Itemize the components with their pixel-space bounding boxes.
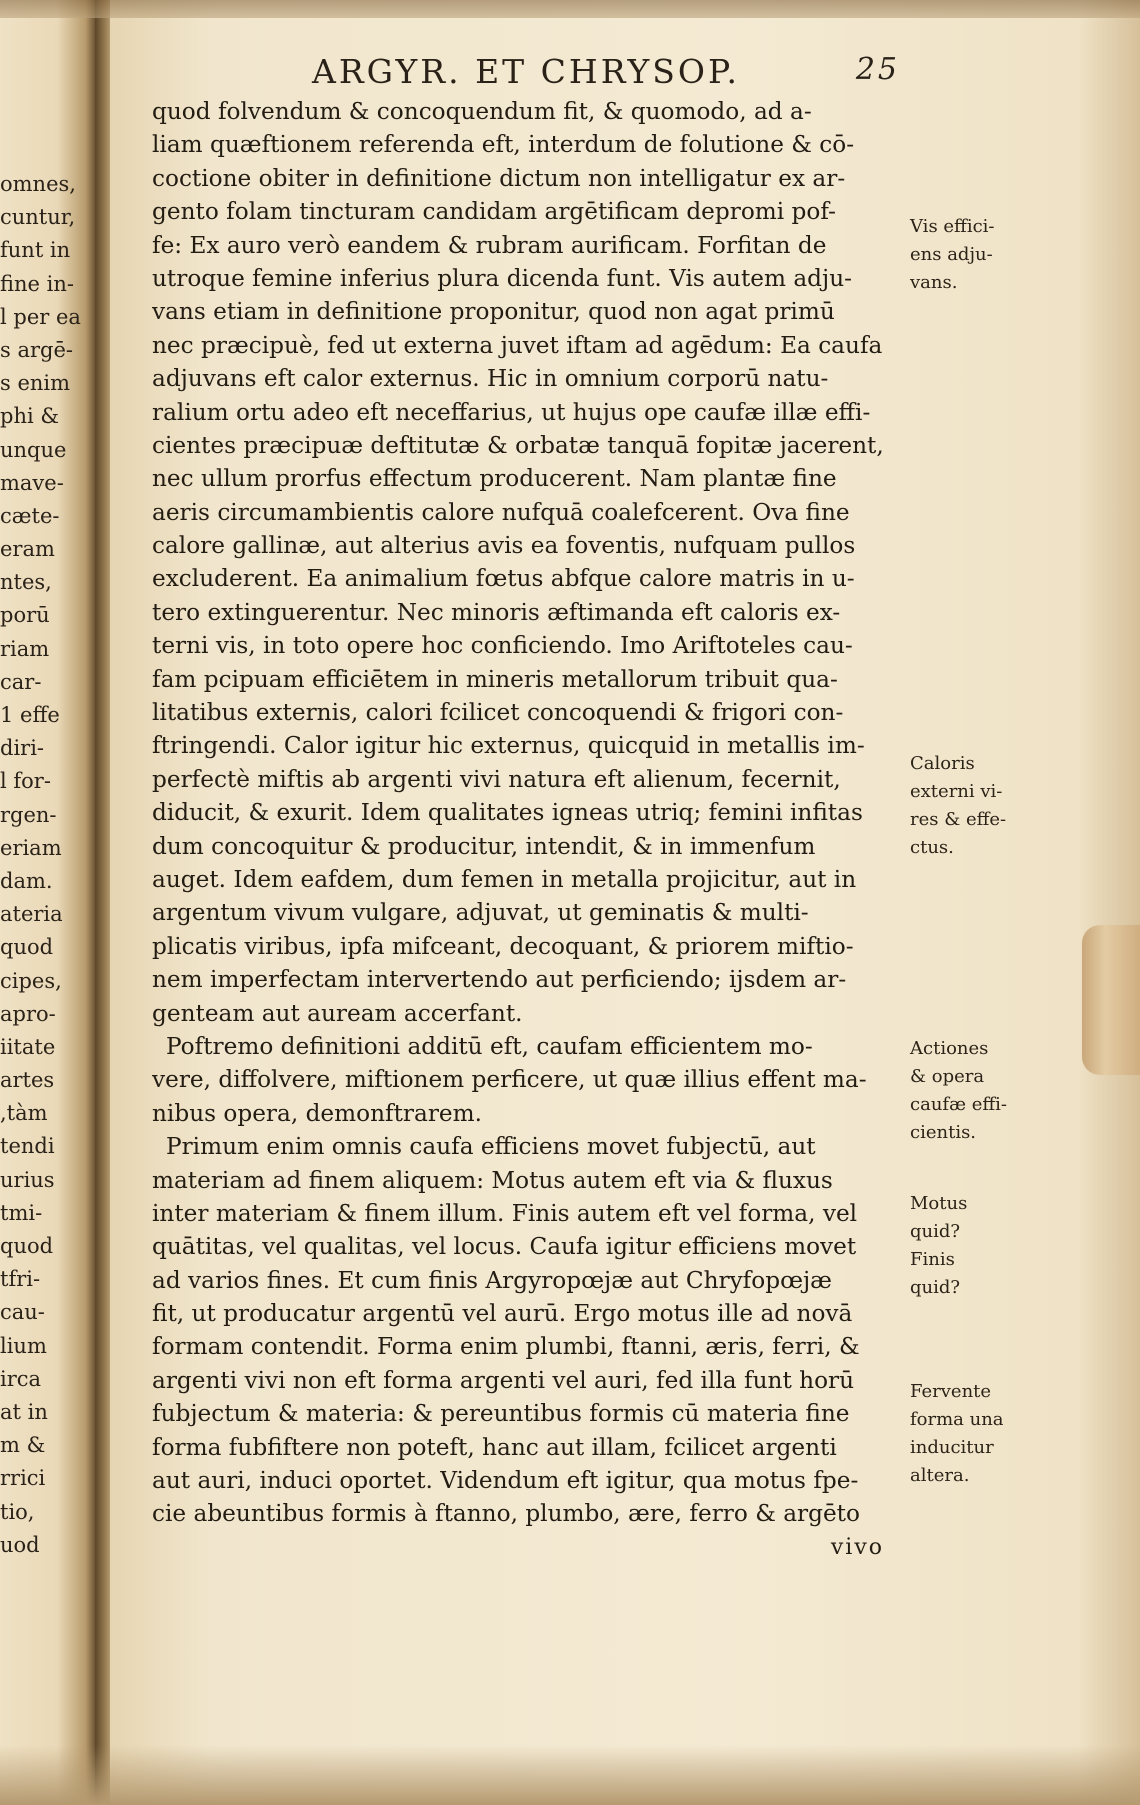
body-line: Poftremo definitioni additū eft, caufam efficientem mo- <box>166 1032 813 1060</box>
body-line: formam contendit. Forma enim plumbi, ftanni, æris, ferri, & <box>152 1333 860 1361</box>
margin-note-line: quid? <box>910 1221 961 1242</box>
body-line: vans etiam in definitione proponitur, quod non agat primū <box>152 298 835 326</box>
body-line: vere, diffolvere, miftionem perficere, ut quæ illius effent ma- <box>152 1066 867 1094</box>
margin-note-line: inducitur <box>910 1437 994 1458</box>
page-number: 25 <box>855 52 900 87</box>
body-line: nem imperfectam intervertendo aut perficiendo; ijsdem ar- <box>152 966 847 994</box>
body-line: adjuvans eft calor externus. Hic in omnium corporū natu- <box>152 365 829 393</box>
left-fragment-line: cæte- <box>0 503 60 528</box>
left-fragment-line: tendi <box>0 1134 55 1159</box>
margin-note-line: res & effe- <box>910 809 1007 830</box>
left-fragment-line: cau- <box>0 1300 45 1325</box>
left-fragment-line: s enim <box>0 371 71 396</box>
margin-note-actiones <box>910 1035 1020 1147</box>
margin-note-line: externi vi- <box>910 781 1003 802</box>
left-fragment-line: cuntur, <box>0 205 76 230</box>
left-fragment-line: riam <box>0 636 50 661</box>
left-fragment-line: diri- <box>0 736 45 761</box>
left-fragment-line: iitate <box>0 1034 56 1059</box>
body-line: cientes præcipuæ deftitutæ & orbatæ tanquā fopitæ jacerent, <box>152 431 884 459</box>
margin-note-vis-efficiens <box>910 213 1020 297</box>
left-fragment-line: l for- <box>0 769 51 794</box>
left-fragment-line: at in <box>0 1399 48 1424</box>
margin-note-caloris <box>910 750 1020 862</box>
margin-note-line: Fervente <box>910 1381 992 1402</box>
body-line: excluderent. Ea animalium fœtus abfque calore matris in u- <box>152 565 855 593</box>
margin-note-line: Actiones <box>910 1038 989 1059</box>
left-fragment-line: irca <box>0 1366 42 1391</box>
margin-note-line: caufæ effi- <box>910 1094 1007 1115</box>
body-line: nibus opera, demonftrarem. <box>152 1099 482 1127</box>
left-fragment-line: eram <box>0 537 55 562</box>
left-fragment-line: tfri- <box>0 1267 41 1292</box>
margin-note-line: altera. <box>910 1465 970 1486</box>
body-line: dum concoquitur & producitur, intendit, & in immenfum <box>152 832 816 860</box>
left-fragment-line: urius <box>0 1167 55 1192</box>
left-fragment-line: ,tàm <box>0 1101 48 1126</box>
left-fragment-line: artes <box>0 1068 55 1093</box>
body-line: inter materiam & finem illum. Finis autem eft vel forma, vel <box>152 1199 858 1227</box>
left-fragment-line: l per ea <box>0 304 81 329</box>
left-fragment-line: quod <box>0 935 54 960</box>
left-fragment-line: apro- <box>0 1001 56 1026</box>
margin-note-motus <box>910 1190 1020 1302</box>
body-line: calore gallinæ, aut alterius avis ea foventis, nufquam pullos <box>152 532 856 560</box>
body-line: aut auri, induci oportet. Videndum eft igitur, qua motus fpe- <box>152 1467 859 1495</box>
left-fragment-line: funt in <box>0 238 71 263</box>
body-line: litatibus externis, calori fcilicet concoquendi & frigori con- <box>152 699 844 727</box>
left-fragment-line: unque <box>0 437 67 462</box>
left-page-text <box>0 168 92 1562</box>
body-text <box>152 95 902 1564</box>
left-fragment-line: ateria <box>0 902 63 927</box>
body-line: aeris circumambientis calore nufquā coalefcerent. Ova fine <box>152 498 850 526</box>
paper-tab <box>1082 925 1140 1075</box>
left-fragment-line: porū <box>0 603 50 628</box>
margin-note-line: vans. <box>910 272 958 293</box>
body-line: diducit, & exurit. Idem qualitates igneas utriq; femini infitas <box>152 799 863 827</box>
body-line: materiam ad finem aliquem: Motus autem eft via & fluxus <box>152 1166 833 1194</box>
body-line: fit, ut producatur argentū vel aurū. Ergo motus ille ad novā <box>152 1300 853 1328</box>
body-line: genteam aut auream accerfant. <box>152 999 523 1027</box>
left-fragment-line: tmi- <box>0 1200 43 1225</box>
body-line: ftringendi. Calor igitur hic externus, quicquid in metallis im- <box>152 732 865 760</box>
body-line: perfectè miftis ab argenti vivi natura eft alienum, fecernit, <box>152 765 841 793</box>
top-edge <box>0 0 1140 18</box>
body-line: ralium ortu adeo eft neceffarius, ut hujus ope caufæ illæ effi- <box>152 398 871 426</box>
margin-note-line: forma una <box>910 1409 1004 1430</box>
left-fragment-line: phi & <box>0 404 60 429</box>
body-line: nec præcipuè, fed ut externa juvet iftam ad agēdum: Ea caufa <box>152 331 883 359</box>
body-line: ad varios fines. Et cum finis Argyropœjæ aut Chryfopœjæ <box>152 1266 832 1294</box>
margin-note-line: Motus <box>910 1193 968 1214</box>
body-line: quātitas, vel qualitas, vel locus. Caufa igitur efficiens movet <box>152 1233 857 1261</box>
left-fragment-line: lium <box>0 1333 47 1358</box>
running-title: ARGYR. ET CHRYSOP. <box>312 52 740 91</box>
body-line: cie abeuntibus formis à ftanno, plumbo, ære, ferro & argēto <box>152 1500 860 1528</box>
body-line: argentum vivum vulgare, adjuvat, ut geminatis & multi- <box>152 899 809 927</box>
margin-note-line: cientis. <box>910 1122 977 1143</box>
body-line: fubjectum & materia: & pereuntibus formis cū materia fine <box>152 1400 850 1428</box>
left-fragment-line: rgen- <box>0 802 57 827</box>
body-line: argenti vivi non eft forma argenti vel auri, fed illa funt horū <box>152 1366 855 1394</box>
body-line: tero extinguerentur. Nec minoris æftimanda eft caloris ex- <box>152 598 841 626</box>
margin-note-line: Finis <box>910 1249 955 1270</box>
left-fragment-line: fine in- <box>0 271 74 296</box>
body-line: plicatis viribus, ipfa mifceant, decoquant, & priorem miftio- <box>152 932 854 960</box>
body-line: quod folvendum & concoquendum fit, & quomodo, ad a- <box>152 98 812 125</box>
body-line: Primum enim omnis caufa efficiens movet fubjectū, aut <box>166 1133 816 1161</box>
margin-note-line: & opera <box>910 1066 985 1087</box>
body-line: gento folam tincturam candidam argētificam depromi pof- <box>152 198 836 226</box>
left-fragment-line: uod <box>0 1532 40 1557</box>
left-fragment-line: cipes, <box>0 968 62 993</box>
body-line: nec ullum prorfus effectum producerent. Nam plantæ fine <box>152 465 837 493</box>
catchword: vivo <box>830 1534 884 1560</box>
body-line: fam pcipuam efficiētem in mineris metallorum tribuit qua- <box>152 665 838 693</box>
left-fragment-line: s argē- <box>0 337 73 362</box>
left-fragment-line: quod <box>0 1234 54 1258</box>
body-line: forma fubfiftere non poteft, hanc aut illam, fcilicet argenti <box>152 1433 837 1461</box>
body-line: fe: Ex auro verò eandem & rubram aurificam. Forfitan de <box>152 231 827 259</box>
left-fragment-line: dam. <box>0 868 53 893</box>
margin-note-line: ens adju- <box>910 244 993 265</box>
body-line: coctione obiter in definitione dictum non intelligatur ex ar- <box>152 164 846 192</box>
left-fragment-line: car- <box>0 669 42 694</box>
running-head <box>312 52 952 91</box>
left-fragment-line: 1 effe <box>0 703 60 727</box>
left-fragment-line: m & <box>0 1433 46 1458</box>
body-line: liam quæftionem referenda eft, interdum de folutione & cō- <box>152 131 855 159</box>
body-line: terni vis, in toto opere hoc conficiendo. Imo Ariftoteles cau- <box>152 632 853 660</box>
margin-note-line: Vis effici- <box>910 216 995 237</box>
left-fragment-line: omnes, <box>0 172 76 196</box>
left-fragment-line: mave- <box>0 470 64 495</box>
left-fragment-line: rrici <box>0 1466 46 1491</box>
left-fragment-line: tio, <box>0 1499 35 1524</box>
bottom-edge <box>0 1745 1140 1805</box>
margin-note-line: quid? <box>910 1277 961 1298</box>
left-fragment-line: ntes, <box>0 570 52 595</box>
body-line: utroque femine inferius plura dicenda funt. Vis autem adju- <box>152 264 852 292</box>
margin-note-line: Caloris <box>910 753 975 774</box>
margin-note-fervente <box>910 1378 1020 1490</box>
body-line: auget. Idem eafdem, dum femen in metalla projicitur, aut in <box>152 865 857 893</box>
left-fragment-line: eriam <box>0 835 62 860</box>
margin-note-line: ctus. <box>910 837 954 858</box>
